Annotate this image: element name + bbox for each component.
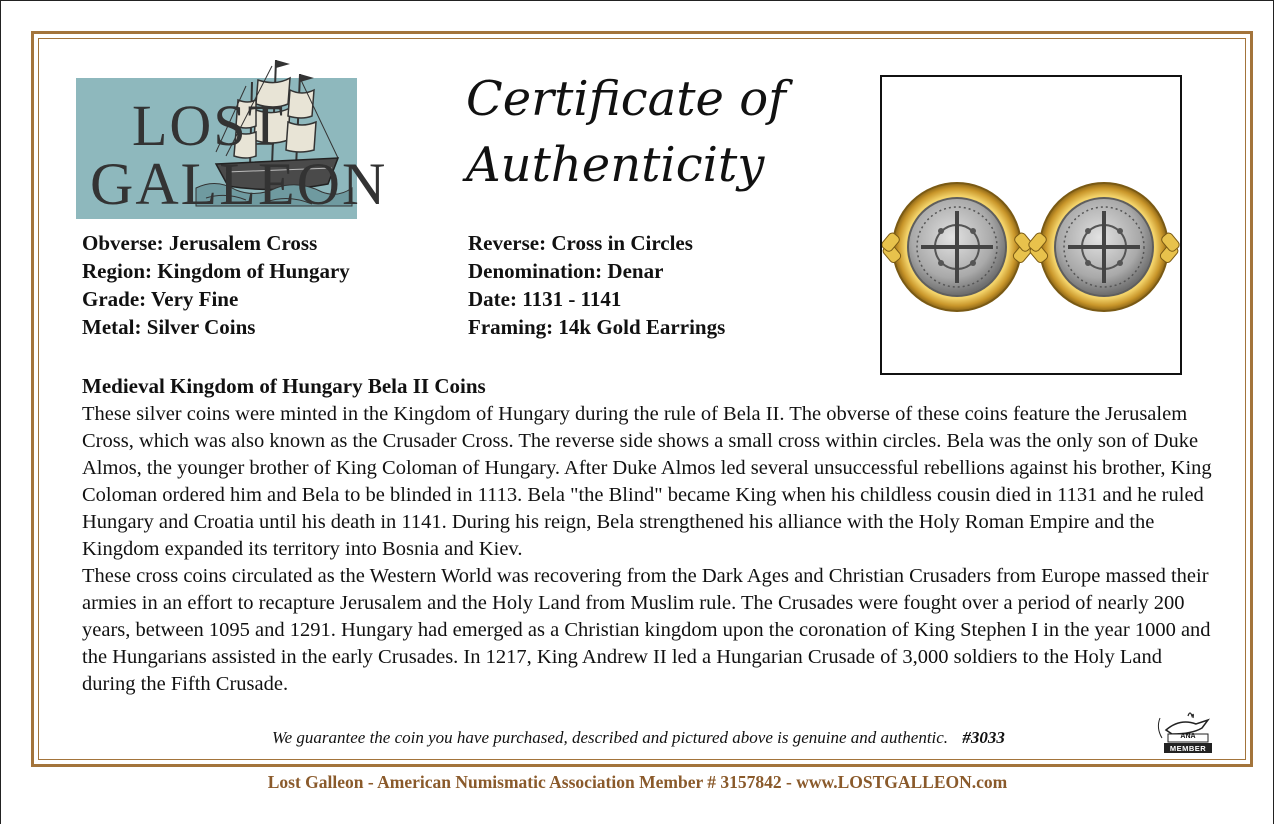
spec-date: Date: 1131 - 1141 <box>468 287 622 311</box>
spec-grade: Grade: Very Fine <box>82 287 239 311</box>
description-paragraph-2: These cross coins circulated as the Western World was recovering from the Dark Ages and Christian Crusaders from Europe massed their armies in an effort to recapture Jerusalem and the Holy Land from Muslim rule. The Crusades were fought over a period of nearly 200 years, between 1095 and 1291. Hungary had emerged as a Christian kingdom upon the coronation of King Stephen I in the year 1000 and the Hungarians assisted in the early Crusades. In 1217, King Andrew II led a Hungarian Crusade of 3,000 soldiers to the Holy Land during the Fifth Crusade. <box>82 565 1211 695</box>
logo-galleon-text: GALLEON <box>90 151 388 217</box>
spec-denomination: Denomination: Denar <box>468 259 664 283</box>
description-paragraph-1: These silver coins were minted in the Kingdom of Hungary during the rule of Bela II. The obverse of these coins feature the Jerusalem Cross, which was also known as the Crusader Cross. The reverse side shows a small cross within circles. Bela was the only son of Duke Almos, the younger brother of King Coloman of Hungary. After Duke Almos led several unsuccessful rebellions against his brother, King Coloman ordered him and Bela to be blinded in 1113. Bela "the Blind" became King when his childless cousin died in 1131 and he ruled Hungary and Croatia until his death in 1141. During his reign, Bela strengthened his alliance with the Holy Roman Empire and the Kingdom expanded its territory into Bosnia and Kiev. <box>82 403 1212 560</box>
title-line-2: Authenticity <box>466 137 765 193</box>
left-earring <box>882 183 1034 311</box>
earrings-image <box>882 77 1180 373</box>
badge-member-label: MEMBER <box>1169 744 1207 753</box>
coin-earrings-photo <box>880 75 1182 375</box>
spec-obverse: Obverse: Jerusalem Cross <box>82 231 318 255</box>
footer-contact: Lost Galleon - American Numismatic Association Member # 3157842 - www.LOSTGALLEON.com <box>267 772 1008 792</box>
lost-galleon-logo <box>76 78 388 219</box>
ana-member-badge <box>1152 708 1222 754</box>
description-body <box>82 401 1212 698</box>
description-heading: Medieval Kingdom of Hungary Bela II Coins <box>82 374 486 398</box>
guarantee-text: We guarantee the coin you have purchased, described and pictured above is genuine and authentic. <box>272 728 949 747</box>
spec-framing: Framing: 14k Gold Earrings <box>468 315 726 339</box>
spec-region: Region: Kingdom of Hungary <box>82 259 350 283</box>
spec-metal: Metal: Silver Coins <box>82 315 256 339</box>
logo-lost-text: LOST <box>132 93 285 158</box>
certificate-number: #3033 <box>962 728 1005 747</box>
title-line-1: Certificate of <box>466 71 786 127</box>
guarantee-statement <box>272 728 1005 748</box>
badge-ana-label: ANA <box>1180 733 1196 740</box>
spec-reverse: Reverse: Cross in Circles <box>468 231 693 255</box>
right-earring <box>1027 183 1180 311</box>
certificate-title <box>466 66 786 198</box>
